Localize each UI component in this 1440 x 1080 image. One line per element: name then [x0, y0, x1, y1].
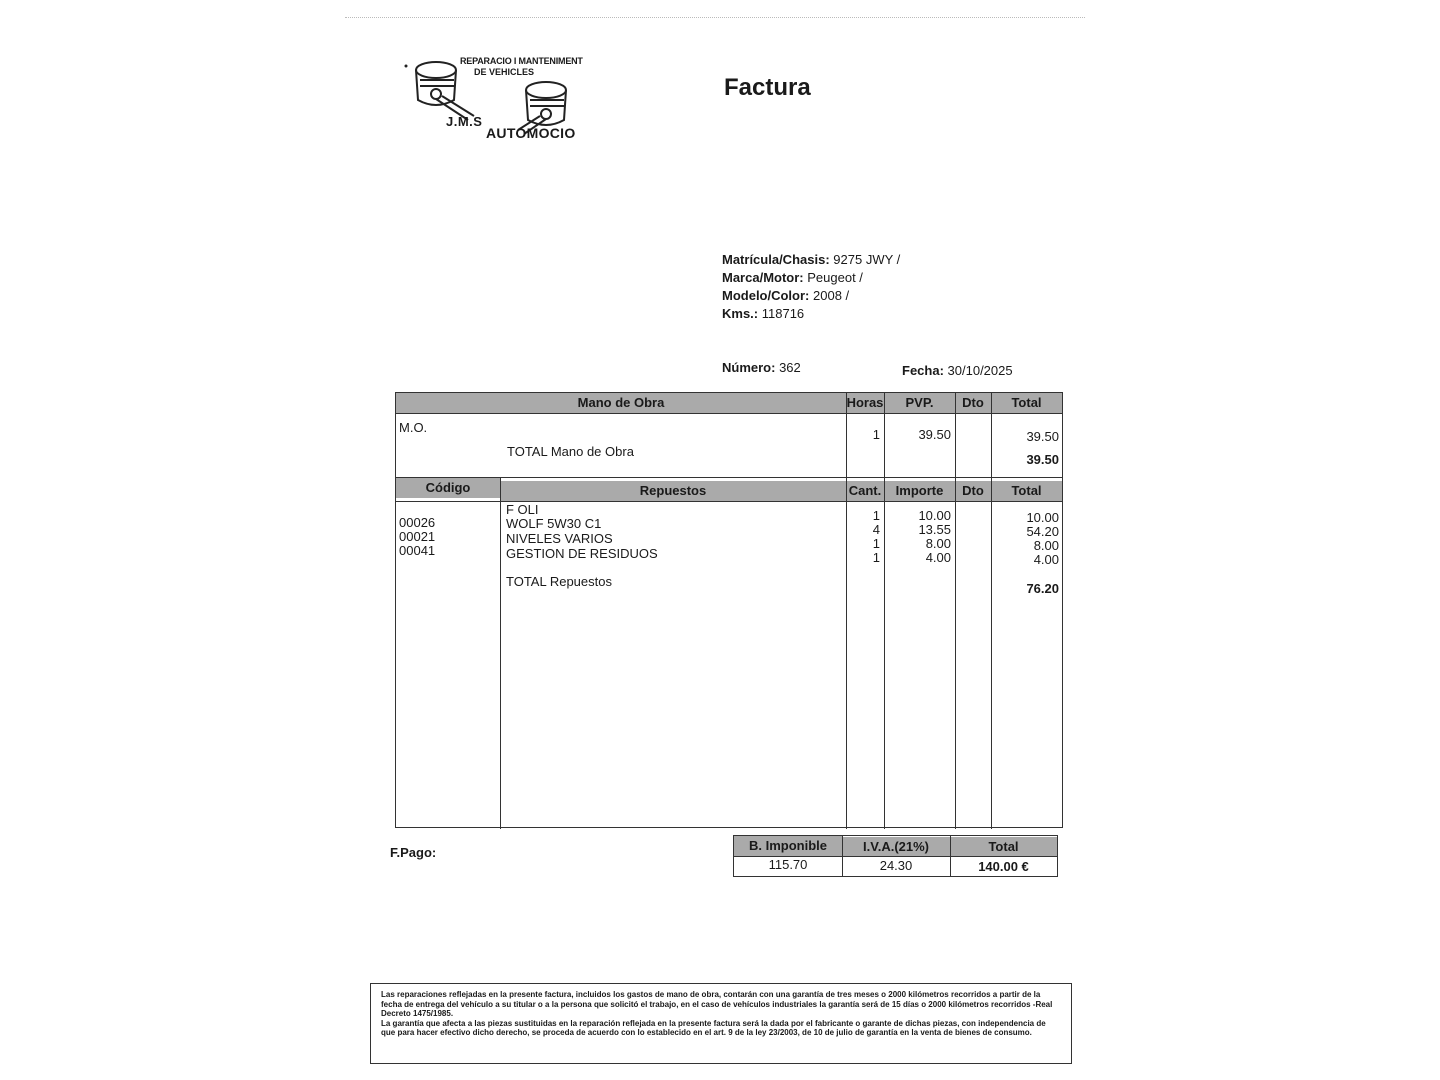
vehicle-model: [722, 288, 849, 303]
document-title: Factura: [724, 74, 811, 101]
totals-iva-value: 24.30: [879, 858, 913, 873]
part-qty: 4: [872, 522, 880, 537]
labor-total-value: 39.50: [1026, 452, 1059, 467]
part-total: 54.20: [1026, 524, 1059, 539]
labor-hours: 1: [872, 427, 880, 442]
labor-total-label: TOTAL Mano de Obra: [507, 444, 634, 459]
payment-method-label: F.Pago:: [390, 845, 437, 860]
logo-line-1: REPARACIO I MANTENIMENT: [460, 56, 583, 66]
totals-box: [733, 835, 1058, 877]
parts-header-rule: [396, 501, 1062, 502]
part-qty: 1: [872, 508, 880, 523]
warranty-notice: [370, 983, 1072, 1064]
part-desc: NIVELES VARIOS: [506, 531, 613, 546]
model-value: 2008 /: [813, 288, 850, 303]
model-label: Modelo/Color:: [722, 288, 810, 303]
parts-header-qty: Cant.: [846, 481, 884, 501]
warranty-paragraph-2: La garantía que afecta a las piezas sustituidas en la reparación reflejada en la presente factura será la dada por el fabricante o garante de dichas piezas, con independencia de que para hacer efectivo dicho derecho, se proceda de acuerdo con lo establecido en el art. 9 de la ley 23/2003, de 10 de julio de garantía en la venta de bienes de consumo.: [381, 1018, 1046, 1038]
vehicle-kms: [722, 306, 804, 321]
number-value: 362: [779, 360, 801, 375]
plate-label: Matrícula/Chasis:: [722, 252, 830, 267]
labor-header-total: Total: [991, 393, 1062, 413]
totals-grand-value: 140.00 €: [978, 859, 1029, 874]
totals-header-base: B. Imponible: [734, 836, 842, 856]
top-scan-line: [345, 17, 1085, 18]
part-total: 8.00: [1033, 538, 1059, 553]
parts-col-line: [500, 477, 501, 829]
part-desc: WOLF 5W30 C1: [506, 516, 602, 531]
warranty-paragraph-1: Las reparaciones reflejadas en la presente factura, incluidos los gastos de mano de obra, contarán con una garantía de tres meses o 2000 kilómetros recorridos a partir de la fecha de entrega del vehículo a su titular o a la persona que solicitó el trabajo, en el caso de vehículos industriales la garantía será de 15 días o 2000 kilómetros recorridos -Real Decreto 1475/1985.: [381, 990, 1053, 1019]
part-qty: 1: [872, 550, 880, 565]
labor-header-dto: Dto: [955, 393, 991, 413]
plate-value: 9275 JWY /: [833, 252, 901, 267]
part-code: 00021: [399, 529, 436, 544]
parts-total-label: TOTAL Repuestos: [506, 574, 612, 589]
parts-col-line: [955, 477, 956, 829]
number-label: Número:: [722, 360, 776, 375]
invoice-date: [902, 363, 1013, 378]
vehicle-make: [722, 270, 863, 285]
date-value: 30/10/2025: [947, 363, 1013, 378]
logo-line-3: J.M.S: [446, 114, 483, 129]
part-code: 00041: [399, 543, 436, 558]
labor-total: 39.50: [1026, 429, 1059, 444]
labor-header-desc: Mano de Obra: [396, 393, 846, 413]
labor-header-hours: Horas: [846, 393, 884, 413]
logo-line-4: AUTOMOCIO: [486, 125, 576, 141]
labor-desc: M.O.: [399, 420, 428, 435]
invoice-table: [395, 392, 1063, 828]
labor-pvp: 39.50: [918, 427, 951, 442]
make-value: Peugeot /: [807, 270, 863, 285]
parts-header-total: Total: [991, 481, 1062, 501]
labor-header-rule: [396, 413, 1062, 414]
part-total: 10.00: [1026, 510, 1059, 525]
labor-header-pvp: PVP.: [884, 393, 955, 413]
part-price: 10.00: [918, 508, 951, 523]
part-desc: F OLI: [506, 502, 539, 517]
parts-header-desc: Repuestos: [500, 481, 846, 501]
kms-label: Kms.:: [722, 306, 759, 321]
part-desc: GESTION DE RESIDUOS: [506, 546, 658, 561]
totals-header-total: Total: [950, 837, 1057, 857]
make-label: Marca/Motor:: [722, 270, 804, 285]
parts-header-code: Código: [396, 478, 500, 498]
kms-value: 118716: [761, 306, 805, 321]
parts-header-price: Importe: [884, 481, 955, 501]
date-label: Fecha:: [902, 363, 944, 378]
totals-base-value: 115.70: [768, 857, 808, 872]
parts-header-dto: Dto: [955, 481, 991, 501]
part-price: 13.55: [918, 522, 951, 537]
part-price: 8.00: [925, 536, 951, 551]
logo-line-2: DE VEHICLES: [474, 67, 535, 77]
part-code: 00026: [399, 515, 436, 530]
vehicle-plate: [722, 252, 900, 267]
labor-col-line: [955, 393, 956, 477]
company-logo: [398, 50, 598, 150]
part-qty: 1: [872, 536, 880, 551]
parts-total-value: 76.20: [1026, 581, 1059, 596]
part-price: 4.00: [925, 550, 951, 565]
totals-header-iva: I.V.A.(21%): [842, 837, 950, 857]
invoice-number: [722, 360, 801, 375]
part-total: 4.00: [1033, 552, 1059, 567]
